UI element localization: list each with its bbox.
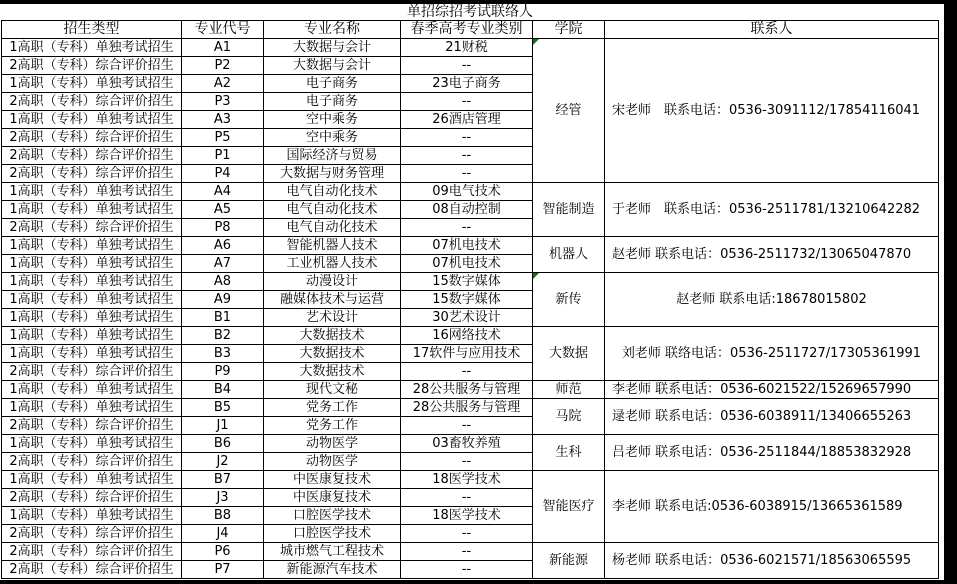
cell-major-name[interactable]: 艺术设计: [264, 309, 401, 327]
cell-major-name[interactable]: 中医康复技术: [264, 471, 401, 489]
cell-major-name[interactable]: 电气自动化技术: [264, 201, 401, 219]
cell-major-code[interactable]: A7: [182, 255, 264, 273]
cell-spring-category[interactable]: 21财税: [401, 39, 533, 57]
cell-enrollment-type[interactable]: 1高职（专科）单独考试招生: [2, 291, 182, 309]
cell-enrollment-type[interactable]: 1高职（专科）单独考试招生: [2, 183, 182, 201]
cell-major-code[interactable]: J2: [182, 453, 264, 471]
cell-spring-category[interactable]: 28公共服务与管理: [401, 381, 533, 399]
cell-spring-category[interactable]: 30艺术设计: [401, 309, 533, 327]
cell-contact[interactable]: 赵老师 联系电话：0536-2511732/13065047870: [605, 237, 939, 273]
cell-spring-category[interactable]: 07机电技术: [401, 237, 533, 255]
cell-contact[interactable]: 于老师 联系电话：0536-2511781/13210642282: [605, 183, 939, 237]
table-row: [2, 327, 939, 345]
cell-major-code[interactable]: P7: [182, 561, 264, 579]
cell-major-code[interactable]: P3: [182, 93, 264, 111]
cell-enrollment-type[interactable]: 2高职（专科）综合评价招生: [2, 417, 182, 435]
cell-major-code[interactable]: J3: [182, 489, 264, 507]
cell-enrollment-type[interactable]: 2高职（专科）综合评价招生: [2, 93, 182, 111]
cell-spring-category[interactable]: --: [401, 489, 533, 507]
cell-enrollment-type[interactable]: 2高职（专科）综合评价招生: [2, 129, 182, 147]
header-major-code[interactable]: 专业代号: [182, 21, 264, 39]
cell-contact[interactable]: 刘老师 联络电话：0536-2511727/17305361991: [605, 327, 939, 381]
cell-enrollment-type[interactable]: 2高职（专科）综合评价招生: [2, 363, 182, 381]
cell-major-name[interactable]: 党务工作: [264, 399, 401, 417]
cell-major-name[interactable]: 大数据技术: [264, 327, 401, 345]
cell-major-name[interactable]: 动物医学: [264, 435, 401, 453]
cell-major-name[interactable]: 城市燃气工程技术: [264, 543, 401, 561]
cell-contact[interactable]: 赵老师 联系电话:18678015802: [605, 273, 939, 327]
cell-enrollment-type[interactable]: 2高职（专科）综合评价招生: [2, 543, 182, 561]
cell-major-name[interactable]: 电子商务: [264, 75, 401, 93]
cell-major-code[interactable]: P9: [182, 363, 264, 381]
cell-contact[interactable]: 李老师 联系电话:0536-6038915/13665361589: [605, 471, 939, 543]
contacts-table: [1, 4, 939, 579]
cell-spring-category[interactable]: --: [401, 417, 533, 435]
cell-major-code[interactable]: P5: [182, 129, 264, 147]
table-row: [2, 183, 939, 201]
cell-major-name[interactable]: 党务工作: [264, 417, 401, 435]
cell-contact[interactable]: 宋老师 联系电话：0536-3091112/17854116041: [605, 39, 939, 183]
cell-spring-category[interactable]: 15数字媒体: [401, 273, 533, 291]
cell-major-name[interactable]: 大数据技术: [264, 345, 401, 363]
cell-spring-category[interactable]: 16网络技术: [401, 327, 533, 345]
cell-college[interactable]: 马院: [533, 399, 605, 435]
cell-major-code[interactable]: A4: [182, 183, 264, 201]
cell-enrollment-type[interactable]: 2高职（专科）综合评价招生: [2, 525, 182, 543]
cell-major-code[interactable]: A9: [182, 291, 264, 309]
cell-spring-category[interactable]: 15数字媒体: [401, 291, 533, 309]
header-contact[interactable]: 联系人: [605, 21, 939, 39]
cell-spring-category[interactable]: 09电气技术: [401, 183, 533, 201]
cell-college[interactable]: 师范: [533, 381, 605, 399]
cell-enrollment-type[interactable]: 1高职（专科）单独考试招生: [2, 327, 182, 345]
cell-major-code[interactable]: A1: [182, 39, 264, 57]
table-row: [2, 471, 939, 489]
cell-spring-category[interactable]: --: [401, 561, 533, 579]
cell-major-name[interactable]: 电气自动化技术: [264, 183, 401, 201]
spreadsheet-view: [0, 4, 944, 580]
header-spring-exam-category[interactable]: 春季高考专业类别: [401, 21, 533, 39]
cell-enrollment-type[interactable]: 1高职（专科）单独考试招生: [2, 111, 182, 129]
cell-enrollment-type[interactable]: 1高职（专科）单独考试招生: [2, 435, 182, 453]
table-row: [2, 543, 939, 561]
cell-major-code[interactable]: P1: [182, 147, 264, 165]
cell-major-name[interactable]: 新能源汽车技术: [264, 561, 401, 579]
cell-major-code[interactable]: J1: [182, 417, 264, 435]
cell-major-code[interactable]: B7: [182, 471, 264, 489]
cell-major-code[interactable]: P8: [182, 219, 264, 237]
cell-major-code[interactable]: P4: [182, 165, 264, 183]
cell-major-code[interactable]: B1: [182, 309, 264, 327]
cell-major-code[interactable]: B3: [182, 345, 264, 363]
sheet-title-cell[interactable]: 单招综招考试联络人: [2, 4, 939, 21]
cell-enrollment-type[interactable]: 1高职（专科）单独考试招生: [2, 39, 182, 57]
cell-major-code[interactable]: A5: [182, 201, 264, 219]
cell-enrollment-type[interactable]: 1高职（专科）单独考试招生: [2, 507, 182, 525]
cell-major-name[interactable]: 大数据技术: [264, 363, 401, 381]
cell-major-code[interactable]: B4: [182, 381, 264, 399]
cell-enrollment-type[interactable]: 1高职（专科）单独考试招生: [2, 399, 182, 417]
cell-enrollment-type[interactable]: 1高职（专科）单独考试招生: [2, 237, 182, 255]
cell-spring-category[interactable]: --: [401, 453, 533, 471]
cell-contact[interactable]: 逯老师 联系电话：0536-6038911/13406655263: [605, 399, 939, 435]
cell-enrollment-type[interactable]: 2高职（专科）综合评价招生: [2, 147, 182, 165]
cell-major-code[interactable]: A2: [182, 75, 264, 93]
cell-spring-category[interactable]: --: [401, 165, 533, 183]
cell-major-name[interactable]: 口腔医学技术: [264, 525, 401, 543]
cell-major-code[interactable]: A6: [182, 237, 264, 255]
cell-spring-category[interactable]: --: [401, 543, 533, 561]
cell-college[interactable]: 大数据: [533, 327, 605, 381]
cell-enrollment-type[interactable]: 2高职（专科）综合评价招生: [2, 57, 182, 75]
cell-spring-category[interactable]: --: [401, 147, 533, 165]
cell-major-code[interactable]: B6: [182, 435, 264, 453]
cell-enrollment-type[interactable]: 1高职（专科）单独考试招生: [2, 345, 182, 363]
table-row: [2, 435, 939, 453]
cell-major-name[interactable]: 口腔医学技术: [264, 507, 401, 525]
cell-college[interactable]: 新传: [533, 273, 605, 327]
table-row: [2, 39, 939, 57]
cell-major-code[interactable]: B2: [182, 327, 264, 345]
cell-spring-category[interactable]: --: [401, 363, 533, 381]
table-row: [2, 273, 939, 291]
cell-spring-category[interactable]: --: [401, 129, 533, 147]
cell-major-name[interactable]: 国际经济与贸易: [264, 147, 401, 165]
cell-major-name[interactable]: 智能机器人技术: [264, 237, 401, 255]
cell-spring-category[interactable]: --: [401, 219, 533, 237]
cell-major-name[interactable]: 动物医学: [264, 453, 401, 471]
cell-major-code[interactable]: B8: [182, 507, 264, 525]
cell-college[interactable]: 机器人: [533, 237, 605, 273]
cell-enrollment-type[interactable]: 1高职（专科）单独考试招生: [2, 273, 182, 291]
cell-enrollment-type[interactable]: 1高职（专科）单独考试招生: [2, 381, 182, 399]
cell-major-name[interactable]: 空中乘务: [264, 129, 401, 147]
cell-major-name[interactable]: 中医康复技术: [264, 489, 401, 507]
cell-enrollment-type[interactable]: 2高职（专科）综合评价招生: [2, 165, 182, 183]
cell-major-name[interactable]: 现代文秘: [264, 381, 401, 399]
header-enrollment-type[interactable]: 招生类型: [2, 21, 182, 39]
header-major-name[interactable]: 专业名称: [264, 21, 401, 39]
cell-enrollment-type[interactable]: 2高职（专科）综合评价招生: [2, 453, 182, 471]
cell-spring-category[interactable]: --: [401, 525, 533, 543]
cell-contact[interactable]: 李老师 联系电话：0536-6021522/15269657990: [605, 381, 939, 399]
cell-contact[interactable]: 杨老师 联系电话：0536-6021571/18563065595: [605, 543, 939, 579]
cell-enrollment-type[interactable]: 1高职（专科）单独考试招生: [2, 309, 182, 327]
cell-college[interactable]: 智能医疗: [533, 471, 605, 543]
table-row: [2, 237, 939, 255]
cell-spring-category[interactable]: 07机电技术: [401, 255, 533, 273]
cell-spring-category[interactable]: 18医学技术: [401, 471, 533, 489]
cell-college[interactable]: 经管: [533, 39, 605, 183]
cell-major-code[interactable]: P6: [182, 543, 264, 561]
cell-college[interactable]: 智能制造: [533, 183, 605, 237]
cell-major-name[interactable]: 电气自动化技术: [264, 219, 401, 237]
cell-major-code[interactable]: J4: [182, 525, 264, 543]
cell-enrollment-type[interactable]: 1高职（专科）单独考试招生: [2, 75, 182, 93]
cell-spring-category[interactable]: 03畜牧养殖: [401, 435, 533, 453]
cell-college[interactable]: 新能源: [533, 543, 605, 579]
cell-contact[interactable]: 吕老师 联系电话：0536-2511844/18853832928: [605, 435, 939, 471]
cell-spring-category[interactable]: 17软件与应用技术: [401, 345, 533, 363]
cell-major-name[interactable]: 电子商务: [264, 93, 401, 111]
cell-major-name[interactable]: 工业机器人技术: [264, 255, 401, 273]
cell-enrollment-type[interactable]: 2高职（专科）综合评价招生: [2, 561, 182, 579]
cell-spring-category[interactable]: 08自动控制: [401, 201, 533, 219]
error-flag-icon: [533, 39, 539, 45]
table-row: [2, 381, 939, 399]
cell-major-name[interactable]: 动漫设计: [264, 273, 401, 291]
cell-spring-category[interactable]: 28公共服务与管理: [401, 399, 533, 417]
cell-major-name[interactable]: 大数据与会计: [264, 57, 401, 75]
cell-spring-category[interactable]: --: [401, 57, 533, 75]
cell-spring-category[interactable]: --: [401, 93, 533, 111]
header-row: [2, 21, 939, 39]
table-row: [2, 399, 939, 417]
cell-major-code[interactable]: A3: [182, 111, 264, 129]
cell-major-name[interactable]: 空中乘务: [264, 111, 401, 129]
cell-major-code[interactable]: B5: [182, 399, 264, 417]
cell-major-code[interactable]: A8: [182, 273, 264, 291]
cell-major-name[interactable]: 大数据与财务管理: [264, 165, 401, 183]
cell-spring-category[interactable]: 26酒店管理: [401, 111, 533, 129]
cell-enrollment-type[interactable]: 1高职（专科）单独考试招生: [2, 255, 182, 273]
cell-enrollment-type[interactable]: 1高职（专科）单独考试招生: [2, 471, 182, 489]
cell-college[interactable]: 生科: [533, 435, 605, 471]
cell-major-code[interactable]: P2: [182, 57, 264, 75]
cell-major-name[interactable]: 融媒体技术与运营: [264, 291, 401, 309]
cell-enrollment-type[interactable]: 1高职（专科）单独考试招生: [2, 201, 182, 219]
header-college[interactable]: 学院: [533, 21, 605, 39]
cell-spring-category[interactable]: 18医学技术: [401, 507, 533, 525]
cell-enrollment-type[interactable]: 2高职（专科）综合评价招生: [2, 489, 182, 507]
title-row: [2, 4, 939, 21]
cell-major-name[interactable]: 大数据与会计: [264, 39, 401, 57]
cell-spring-category[interactable]: 23电子商务: [401, 75, 533, 93]
error-flag-icon: [533, 273, 539, 279]
cell-enrollment-type[interactable]: 2高职（专科）综合评价招生: [2, 219, 182, 237]
